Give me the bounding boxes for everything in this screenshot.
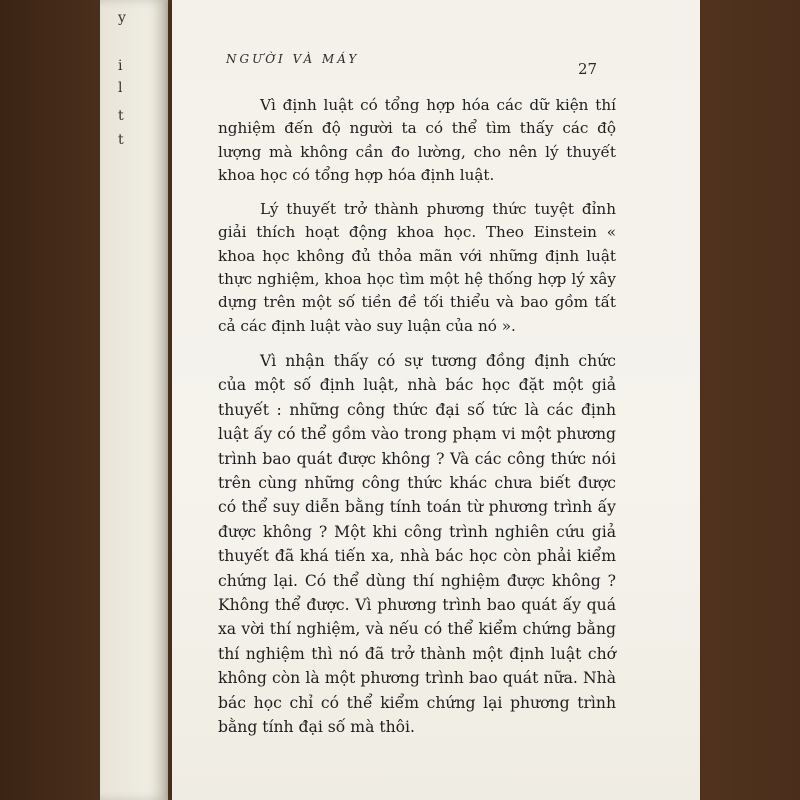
prev-page-mark: i — [118, 58, 123, 74]
prev-page-mark: t — [118, 132, 124, 148]
page-number: 27 — [578, 60, 598, 78]
body-text — [218, 94, 616, 750]
running-title: NGƯỜI VÀ MÁY — [226, 52, 360, 66]
prev-page-mark: l — [118, 80, 123, 96]
prev-page-mark: y — [118, 10, 126, 26]
paragraph: Lý thuyết trở thành phương thức tuyệt đỉnh giải thích hoạt động khoa học. Theo Einstein « khoa học không đủ thỏa mãn với những định luật thực nghiệm, khoa học tìm một hệ thống hợp lý xây dựng trên một số tiền đề tối thiểu và bao gồm tất cả các định luật vào suy luận của nó ». — [218, 200, 616, 335]
previous-page-edge — [100, 0, 168, 800]
prev-page-mark: t — [118, 108, 124, 124]
paragraph: Vì nhận thấy có sự tương đồng định chức của một số định luật, nhà bác học đặt một giả thuyết : những công thức đại số tức là các định luật ấy có thể gồm vào trong phạm vi một phương trình bao quát được không ? Và các công thức nói trên cùng những công thức khác chưa biết được có thể suy diễn bằng tính toán từ phương trình ấy được không ? Một khi công trình nghiên cứu giả thuyết đã khá tiến xa, nhà bác học còn phải kiểm chứng lại. Có thể dùng thí nghiệm được không ? Không thể được. Vì phương trình bao quát ấy quá xa vời thí nghiệm, và nếu có thể kiểm chứng bằng thí nghiệm thì nó đã trở thành một định luật chớ không còn là một phương trình bao quát nữa. Nhà bác học chỉ có thể kiểm chứng lại phương trình bằng tính đại số mà thôi. — [218, 351, 616, 737]
paragraph: Vì định luật có tổng hợp hóa các dữ kiện thí nghiệm đến độ người ta có thể tìm thấy các độ lượng mà không cần đo lường, cho nên lý thuyết khoa học có tổng hợp hóa định luật. — [218, 96, 616, 184]
